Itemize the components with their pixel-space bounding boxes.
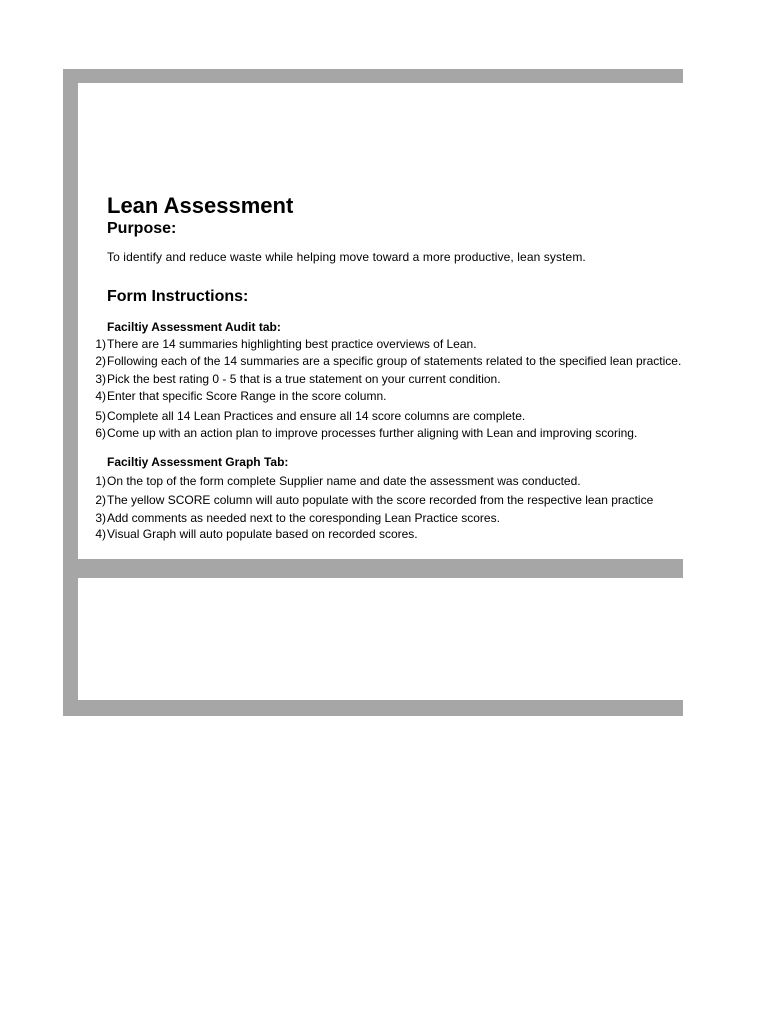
item-text: Visual Graph will auto populate based on recorded scores. [107, 527, 418, 541]
item-number: 1) [95, 474, 106, 488]
graph-item-3 [78, 511, 683, 527]
item-number: 2) [95, 493, 106, 507]
instructions-panel [78, 83, 683, 559]
item-number: 2) [95, 354, 106, 368]
item-number: 4) [95, 389, 106, 403]
item-number: 4) [95, 527, 106, 541]
audit-item-3 [78, 372, 683, 388]
item-text: Enter that specific Score Range in the score column. [107, 389, 387, 403]
graph-tab-heading: Faciltiy Assessment Graph Tab: [107, 455, 289, 469]
item-number: 3) [95, 372, 106, 386]
graph-item-4 [78, 527, 683, 543]
item-text: There are 14 summaries highlighting best practice overviews of Lean. [107, 337, 477, 351]
item-number: 1) [95, 337, 106, 351]
purpose-text: To identify and reduce waste while helping move toward a more productive, lean system. [107, 250, 586, 264]
item-text: Pick the best rating 0 - 5 that is a true statement on your current condition. [107, 372, 501, 386]
form-instructions-heading: Form Instructions: [107, 288, 249, 305]
item-text: Following each of the 14 summaries are a specific group of statements related to the specified lean practice. [107, 354, 682, 368]
item-text: Come up with an action plan to improve processes further aligning with Lean and improving scoring. [107, 426, 638, 440]
graph-item-1 [78, 474, 683, 490]
audit-item-4 [78, 389, 683, 405]
item-number: 6) [95, 426, 106, 440]
item-text: The yellow SCORE column will auto populate with the score recorded from the respective lean practice [107, 493, 654, 507]
audit-item-5 [78, 409, 683, 425]
item-text: Add comments as needed next to the coresponding Lean Practice scores. [107, 511, 500, 525]
graph-item-2 [78, 493, 683, 509]
item-number: 3) [95, 511, 106, 525]
empty-panel [78, 578, 683, 700]
page-title: Lean Assessment [107, 193, 294, 218]
item-number: 5) [95, 409, 106, 423]
audit-item-1 [78, 337, 683, 353]
audit-item-2 [78, 354, 683, 370]
item-text: Complete all 14 Lean Practices and ensure all 14 score columns are complete. [107, 409, 526, 423]
purpose-heading: Purpose: [107, 220, 177, 237]
item-text: On the top of the form complete Supplier name and date the assessment was conducted. [107, 474, 581, 488]
audit-tab-heading: Faciltiy Assessment Audit tab: [107, 320, 281, 334]
audit-item-6 [78, 426, 683, 442]
